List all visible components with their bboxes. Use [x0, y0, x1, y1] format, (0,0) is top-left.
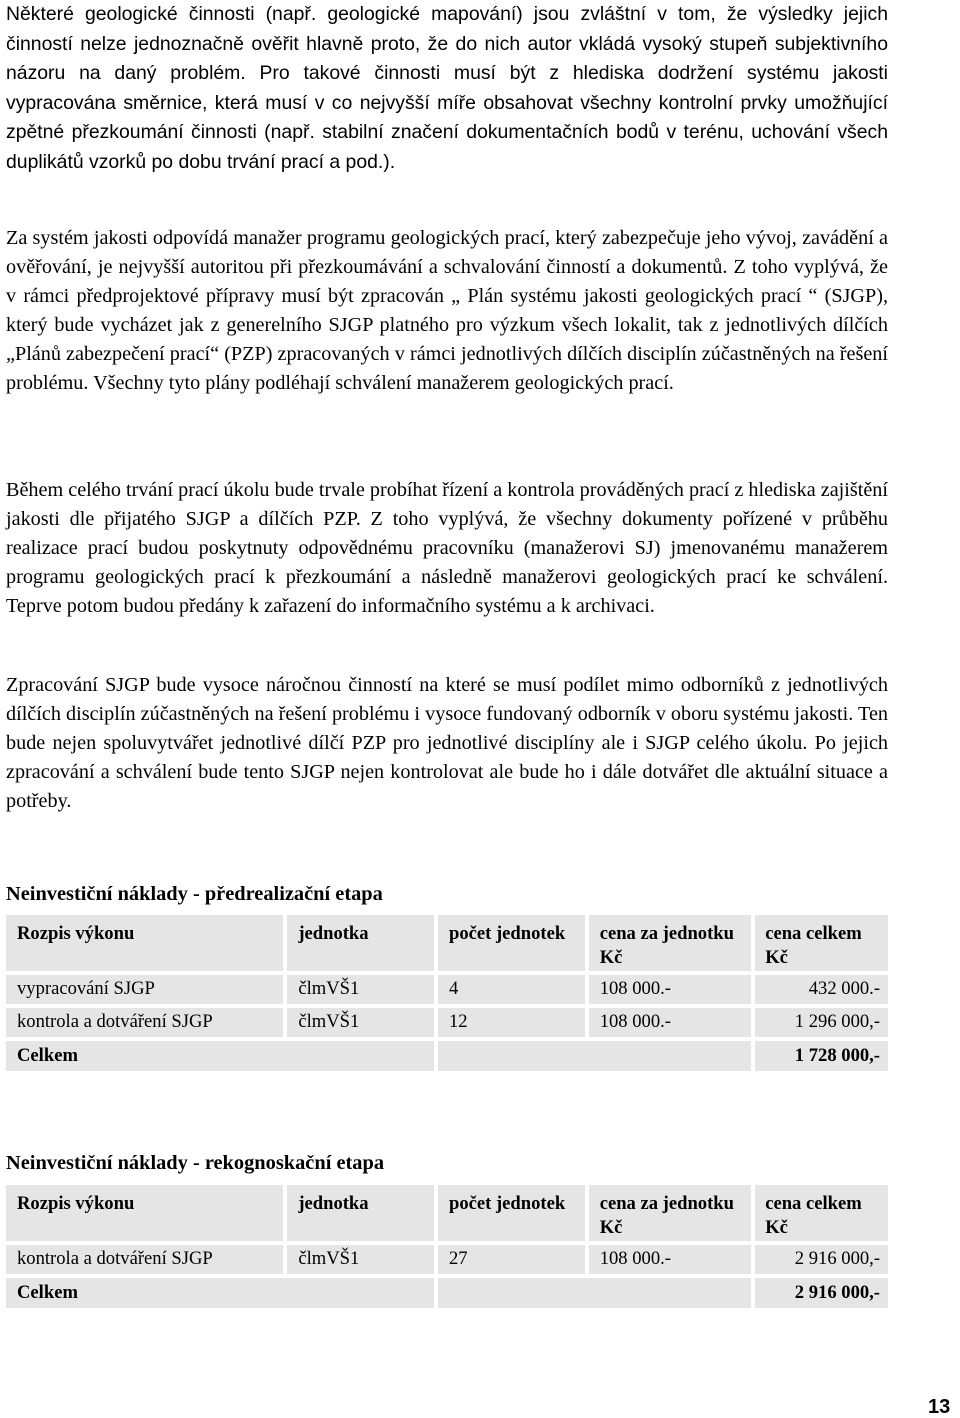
header-cell: Rozpis výkonu — [6, 1185, 283, 1241]
table-cell: člmVŠ1 — [287, 1245, 434, 1274]
table-row — [6, 1245, 888, 1274]
table-cell: 432 000.- — [755, 975, 888, 1004]
table-cell: 1 296 000,- — [755, 1008, 888, 1037]
table-cell: člmVŠ1 — [287, 1008, 434, 1037]
paragraph-geological-activities: Některé geologické činnosti (např. geologické mapování) jsou zvláštní v tom, že výsledky jejich činností nelze jednoznačně ověřit hlavně proto, že do nich autor vkládá vysoký stupeň subjektivního názoru na daný problém. Pro takové činnosti musí být z hlediska dodržení systému jakosti vypracována směrnice, která musí v co nejvyšší míře obsahovat všechny kontrolní prvky umožňující zpětné přezkoumání činnosti (např. stabilní značení dokumentačních bodů v terénu, uchování všech duplikátů vzorků po dobu trvání prací a pod.). — [6, 3, 888, 173]
table1-heading: Neinvestiční náklady - předrealizační etapa — [6, 883, 383, 905]
table-cell: 108 000.- — [589, 1008, 752, 1037]
table-cell: kontrola a dotváření SJGP — [6, 1008, 283, 1037]
cost-table-reconnaissance — [6, 1185, 888, 1312]
total-value: 1 728 000,- — [755, 1041, 888, 1071]
total-spacer — [438, 1041, 751, 1071]
total-spacer — [438, 1278, 751, 1308]
table-cell: vypracování SJGP — [6, 975, 283, 1004]
table2-heading: Neinvestiční náklady - rekognoskační etapa — [6, 1152, 385, 1174]
table-cell: 108 000.- — [589, 975, 752, 1004]
paragraph-quality-system: Za systém jakosti odpovídá manažer programu geologických prací, který zabezpečuje jeho vývoj, zavádění a ověřování, je nejvyšší autoritou při přezkoumávání a schvalování činností a dokumentů. Z toho vyplývá, že v rámci předprojektové přípravy musí být zpracován „ Plán systému jakosti geologických prací “ (SJGP), který bude vycházet jak z generelního SJGP platného pro výzkum všech lokalit, tak z jednotlivých dílčích „Plánů zabezpečení prací“ (PZP) zpracovaných v rámci jednotlivých dílčích disciplín zúčastněných na řešení problému. Všechny tyto plány podléhají schválení manažerem geologických prací. — [6, 227, 888, 395]
header-cell: cena celkem Kč — [755, 915, 888, 971]
table-cell: kontrola a dotváření SJGP — [6, 1245, 283, 1274]
table-total-row — [6, 1278, 888, 1308]
table-cell: člmVŠ1 — [287, 975, 434, 1004]
table-cell: 4 — [438, 975, 585, 1004]
total-label: Celkem — [6, 1041, 434, 1071]
table-total-row — [6, 1041, 888, 1071]
total-label: Celkem — [6, 1278, 434, 1308]
header-cell: cena celkem Kč — [755, 1185, 888, 1241]
header-cell: počet jednotek — [438, 915, 585, 971]
table-header-row — [6, 1185, 888, 1241]
header-cell: jednotka — [287, 1185, 434, 1241]
table-cell: 27 — [438, 1245, 585, 1274]
table-cell: 2 916 000,- — [755, 1245, 888, 1274]
table-cell: 108 000.- — [589, 1245, 752, 1274]
total-value: 2 916 000,- — [755, 1278, 888, 1308]
table-header-row — [6, 915, 888, 971]
header-cell: počet jednotek — [438, 1185, 585, 1241]
header-cell: Rozpis výkonu — [6, 915, 283, 971]
table-cell: 12 — [438, 1008, 585, 1037]
header-cell: cena za jednotku Kč — [589, 1185, 752, 1241]
table-row — [6, 975, 888, 1004]
page-number: 13 — [928, 1396, 951, 1418]
paragraph-control-process: Během celého trvání prací úkolu bude trvale probíhat řízení a kontrola prováděných prací z hlediska zajištění jakosti dle přijatého SJGP a dílčích PZP. Z toho vyplývá, že všechny dokumenty pořízené v průběhu realizace prací budou poskytnuty odpovědnému pracovníku (manažerovi SJ) jmenovanému manažerem programu geologických prací k přezkoumání a následně manažerovi geologických prací ke schválení. Teprve potom budou předány k zařazení do informačního systému a k archivaci. — [6, 479, 888, 618]
header-cell: cena za jednotku Kč — [589, 915, 752, 971]
header-cell: jednotka — [287, 915, 434, 971]
cost-table-prerealization — [6, 915, 888, 1075]
table-row — [6, 1008, 888, 1037]
paragraph-sjgp-processing: Zpracování SJGP bude vysoce náročnou činností na které se musí podílet mimo odborníků z jednotlivých dílčích disciplín zúčastněných na řešení problému i vysoce fundovaný odborník v oboru systému jakosti. Ten bude nejen spoluvytvářet jednotlivé dílčí PZP pro jednotlivé disciplíny ale i SJGP celého úkolu. Po jejich zpracování a schválení bude tento SJGP nejen kontrolovat ale bude ho i dále dotvářet dle aktuální situace a potřeby. — [6, 674, 888, 813]
